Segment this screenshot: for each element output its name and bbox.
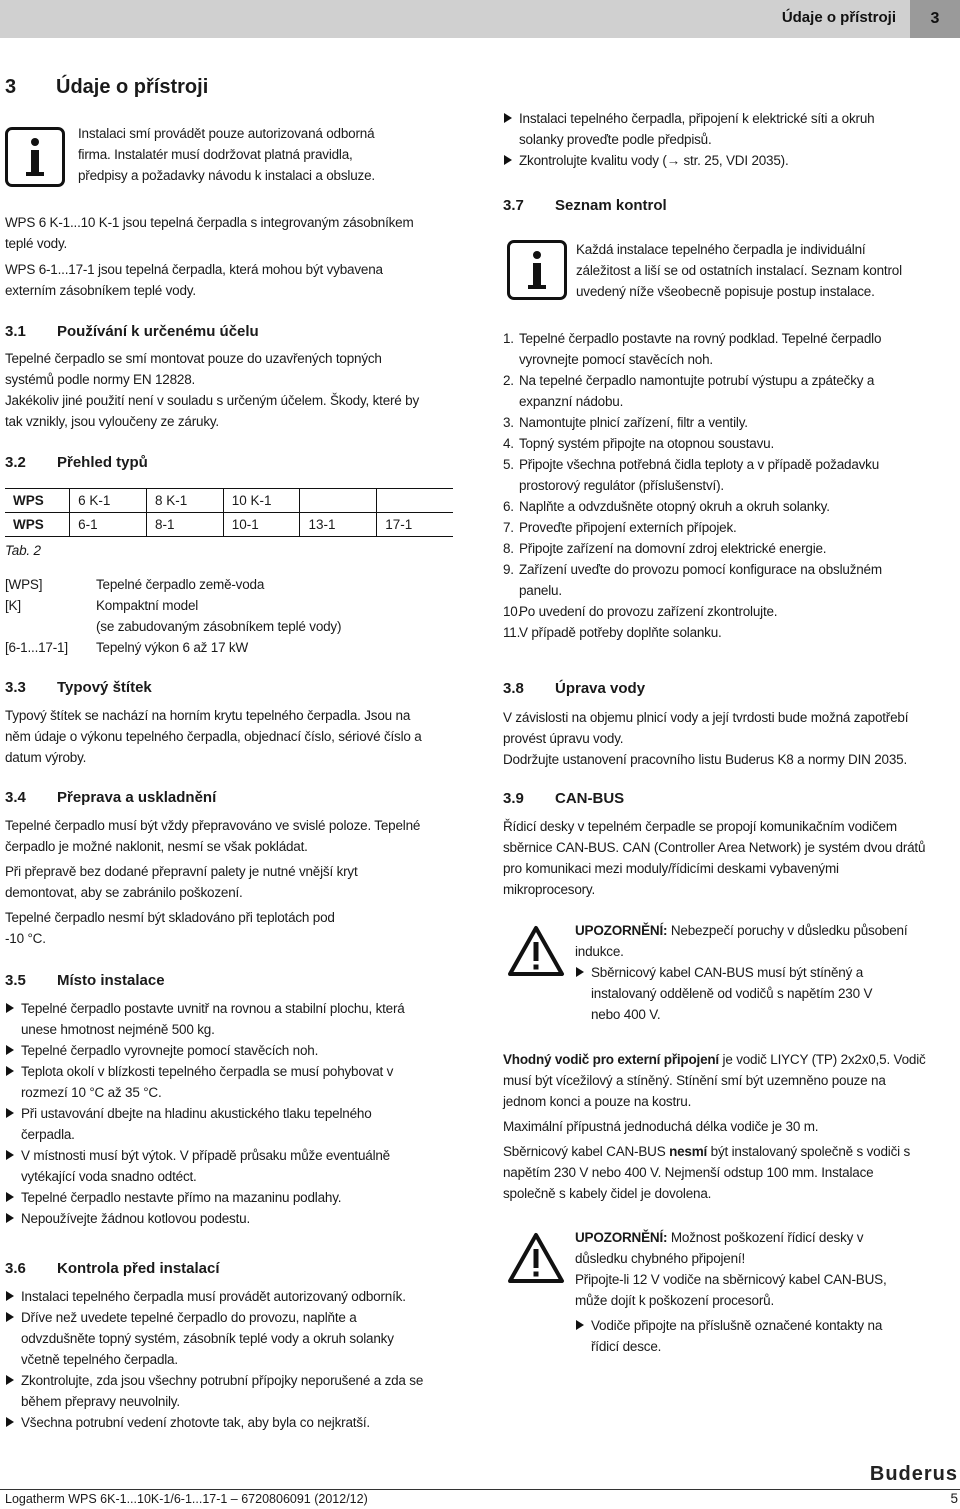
section-number: 3.7 bbox=[503, 197, 524, 214]
pre-installation-check-list bbox=[5, 1286, 475, 1433]
section-3-9-heading bbox=[503, 790, 625, 807]
list-item: 4. Topný systém připojte na otopnou soustavu. bbox=[503, 436, 775, 451]
list-item: V místnosti musí být výtok. V případě průsaku může eventuálně vytékající voda snadno odtéct. bbox=[5, 1145, 475, 1187]
section-title: Seznam kontrol bbox=[555, 197, 667, 214]
table-cell: WPS bbox=[5, 489, 70, 513]
section-3-heading bbox=[5, 76, 209, 99]
checklist-steps bbox=[503, 328, 958, 643]
buderus-logo: Buderus bbox=[869, 1463, 958, 1485]
list-item: Sběrnicový kabel CAN-BUS musí být stíněný a instalovaný odděleně od vodičů s napětím 230 V nebo 400 V. bbox=[575, 962, 960, 1025]
warning-icon bbox=[507, 925, 565, 977]
info-line: Instalaci smí provádět pouze autorizovaná odborná bbox=[78, 126, 375, 141]
text-line: Typový štítek se nachází na horním krytu tepelného čerpadla. Jsou na bbox=[5, 708, 411, 723]
page-header-bar bbox=[0, 0, 960, 38]
section-number: 3.9 bbox=[503, 790, 524, 807]
section-3-4-text bbox=[5, 815, 475, 949]
list-item: 11. V případě potřeby doplňte solanku. bbox=[503, 625, 722, 640]
section-title: Typový štítek bbox=[57, 679, 152, 696]
footer-document-id: Logatherm WPS 6K-1...10K-1/6-1...17-1 – 6720806091 (2012/12) bbox=[5, 1492, 368, 1506]
list-item: 5. Připojte všechna potřebná čidla teploty a v případě požadavku prostorový regulátor (příslušenství). bbox=[503, 457, 880, 493]
can-bus-cable-text: Vhodný vodič pro externí připojení je vodič LIYCY (TP) 2x2x0,5. Vodič musí být vícežilový a stíněný. Stínění smí být uzemněno pouze na jednom konci a pouze na kostru. Maximální přípustná jednoduchá délka vodiče je 30 m. Sběrnicový kabel CAN-BUS nesmí být instalovaný společně s vodiči s napětím 230 V nebo 400 V. Nejmenší odstup 100 mm. Instalace společně s kabely čidel je dovolena. bbox=[503, 1049, 958, 1204]
info-line: záležitost a liší se od ostatních instalací. Seznam kontrol bbox=[576, 263, 902, 278]
bold-text: nesmí bbox=[669, 1144, 708, 1159]
list-item: Dříve než uvedete tepelné čerpadlo do provozu, naplňte a odvzdušněte topný systém, zásobník teplé vody a okruh solanky včetně tepelného čerpadla. bbox=[5, 1307, 475, 1370]
text-line: Tepelné čerpadlo musí být vždy přepravováno ve svislé poloze. Tepelné bbox=[5, 818, 421, 833]
section-title: Přehled typů bbox=[57, 454, 148, 471]
section-number: 3.8 bbox=[503, 680, 524, 697]
table-cell: WPS bbox=[5, 513, 70, 537]
text-line: pro komunikaci mezi moduly/řídicími deskami vybavenými bbox=[503, 861, 839, 876]
section-number: 3.2 bbox=[5, 454, 26, 471]
text-line: Řídicí desky v tepelném čerpadle se propojí komunikačním vodičem bbox=[503, 819, 897, 834]
text-line: mikroprocesory. bbox=[503, 882, 596, 897]
legend-row bbox=[5, 637, 475, 658]
warning-text: Připojte-li 12 V vodiče na sběrnicový kabel CAN-BUS, bbox=[575, 1272, 887, 1287]
legend-row bbox=[5, 595, 475, 616]
text-line: sběrnice CAN-BUS. CAN (Controller Area Network) je systém dvou drátů bbox=[503, 840, 926, 855]
legend-key: [K] bbox=[5, 598, 21, 613]
warning-text: může dojít k poškození procesorů. bbox=[575, 1293, 775, 1308]
list-item: 7. Proveďte připojení externích přípojek. bbox=[503, 520, 737, 535]
section-3-3-heading bbox=[5, 679, 152, 696]
intro-line: teplé vody. bbox=[5, 236, 68, 251]
table-cell bbox=[377, 489, 453, 513]
header-chapter-number: 3 bbox=[910, 0, 960, 38]
section-number: 3 bbox=[5, 76, 17, 98]
list-item: Zkontrolujte, zda jsou všechny potrubní přípojky neporušené a zda se během přepravy neuvolnily. bbox=[5, 1370, 475, 1412]
table-row bbox=[5, 489, 453, 513]
section-number: 3.5 bbox=[5, 972, 26, 989]
section-3-1-text bbox=[5, 348, 475, 432]
text-line: něm údaje o výkonu tepelného čerpadla, objednací číslo, sériové číslo a bbox=[5, 729, 422, 744]
text-line: Maximální přípustná jednoduchá délka vodiče je 30 m. bbox=[503, 1119, 819, 1134]
list-item: 2. Na tepelné čerpadlo namontujte potrubí výstupu a zpátečky a expanzní nádobu. bbox=[503, 373, 875, 409]
legend-value: Tepelné čerpadlo země-voda bbox=[96, 577, 265, 592]
text-line: -10 °C. bbox=[5, 931, 46, 946]
warning-text: Nebezpečí poruchy v důsledku působení bbox=[667, 923, 908, 938]
warning-text: Možnost poškození řídicí desky v bbox=[667, 1230, 864, 1245]
table-cell: 10 K-1 bbox=[223, 489, 300, 513]
info-line: Každá instalace tepelného čerpadla je individuální bbox=[576, 242, 866, 257]
section-title: Místo instalace bbox=[57, 972, 165, 989]
list-item: Nepoužívejte žádnou kotlovou podestu. bbox=[5, 1208, 475, 1229]
text-line: Tepelné čerpadlo se smí montovat pouze do uzavřených topných bbox=[5, 351, 382, 366]
text-line: jednom konci a pouze na kostru. bbox=[503, 1094, 692, 1109]
text-line: napětím 230 V nebo 400 V. Nejmenší odstup 100 mm. Instalace bbox=[503, 1165, 874, 1180]
warning-text: indukce. bbox=[575, 944, 624, 959]
footer-divider bbox=[0, 1489, 960, 1490]
legend-value: Kompaktní model bbox=[96, 598, 199, 613]
text-line: čerpadlo je možné naklonit, nesmí se však pokládat. bbox=[5, 839, 308, 854]
legend-key: [WPS] bbox=[5, 577, 43, 592]
section-title: Přeprava a uskladnění bbox=[57, 789, 217, 806]
list-item: Při ustavování dbejte na hladinu akustického tlaku tepelného čerpadla. bbox=[5, 1103, 475, 1145]
section-number: 3.4 bbox=[5, 789, 26, 806]
section-3-6-heading bbox=[5, 1260, 220, 1277]
section-title: Úprava vody bbox=[555, 680, 646, 697]
text-line: systémů podle normy EN 12828. bbox=[5, 372, 196, 387]
intro-line: externím zásobníkem teplé vody. bbox=[5, 283, 196, 298]
legend-key: [6-1...17-1] bbox=[5, 640, 68, 655]
section-3-8-heading bbox=[503, 680, 646, 697]
list-item: 9. Zařízení uveďte do provozu pomocí konfigurace na obslužném panelu. bbox=[503, 562, 882, 598]
text-line: datum výroby. bbox=[5, 750, 87, 765]
legend-row bbox=[5, 574, 475, 595]
text-line: V závislosti na objemu plnicí vody a její tvrdosti bude možná zapotřebí bbox=[503, 710, 909, 725]
section-number: 3.6 bbox=[5, 1260, 26, 1277]
section-3-2-heading bbox=[5, 454, 148, 471]
table-cell: 17-1 bbox=[377, 513, 453, 537]
legend-value: (se zabudovaným zásobníkem teplé vody) bbox=[96, 619, 342, 634]
text-line: Jakékoliv jiné použití není v souladu s určeným účelem. Škody, které by bbox=[5, 393, 420, 408]
list-item: Všechna potrubní vedení zhotovte tak, aby byla co nejkratší. bbox=[5, 1412, 475, 1433]
list-item: Tepelné čerpadlo nestavte přímo na mazaninu podlahy. bbox=[5, 1187, 475, 1208]
section-3-3-text bbox=[5, 705, 475, 768]
list-item: Zkontrolujte kvalitu vody (→ str. 25, VDI 2035). bbox=[503, 150, 958, 171]
text-line: provést úpravu vody. bbox=[503, 731, 624, 746]
section-title: Používání k určenému účelu bbox=[57, 323, 259, 340]
list-item: Vodiče připojte na příslušně označené kontakty na řídicí desce. bbox=[575, 1315, 960, 1357]
warning-label: UPOZORNĚNÍ: bbox=[575, 1230, 668, 1245]
footer-page-number: 5 bbox=[950, 1491, 958, 1506]
section-3-4-heading bbox=[5, 789, 217, 806]
list-item: 3. Namontujte plnicí zařízení, filtr a ventily. bbox=[503, 415, 748, 430]
list-item: 6. Naplňte a odvzdušněte otopný okruh a okruh solanky. bbox=[503, 499, 830, 514]
list-item: 1. Tepelné čerpadlo postavte na rovný podklad. Tepelné čerpadlo vyrovnejte pomocí stavěcích noh. bbox=[503, 331, 882, 367]
info-line: uvedený níže všeobecně popisuje postup instalace. bbox=[576, 284, 875, 299]
text-line: demontovat, aby se zabránilo poškození. bbox=[5, 885, 243, 900]
info-icon bbox=[5, 127, 65, 187]
intro-text bbox=[5, 212, 475, 301]
section-3-7-heading bbox=[503, 197, 667, 214]
legend-value: Tepelný výkon 6 až 17 kW bbox=[96, 640, 249, 655]
table-caption: Tab. 2 bbox=[5, 543, 41, 558]
section-number: 3.3 bbox=[5, 679, 26, 696]
table-row bbox=[5, 513, 453, 537]
intro-line: WPS 6-1...17-1 jsou tepelná čerpadla, která mohou být vybavena bbox=[5, 262, 383, 277]
section-3-1-heading bbox=[5, 323, 259, 340]
section-title: CAN-BUS bbox=[555, 790, 625, 807]
bold-text: Vhodný vodič pro externí připojení bbox=[503, 1052, 719, 1067]
list-item: Instalaci tepelného čerpadla, připojení k elektrické síti a okruh solanky proveďte podle předpisů. bbox=[503, 108, 958, 150]
list-item: 8. Připojte zařízení na domovní zdroj elektrické energie. bbox=[503, 541, 827, 556]
table-cell: 13-1 bbox=[300, 513, 377, 537]
table-cell bbox=[300, 489, 377, 513]
type-legend bbox=[5, 574, 475, 658]
info-icon bbox=[507, 240, 567, 300]
text-line: Tepelné čerpadlo nesmí být skladováno při teplotách pod bbox=[5, 910, 335, 925]
warning-text: důsledku chybného připojení! bbox=[575, 1251, 746, 1266]
text-line: Při přepravě bez dodané přepravní palety je nutné vnější kryt bbox=[5, 864, 358, 879]
table-cell: 10-1 bbox=[223, 513, 300, 537]
warning-label: UPOZORNĚNÍ: bbox=[575, 923, 668, 938]
info-note bbox=[507, 240, 957, 304]
section-number: 3.1 bbox=[5, 323, 26, 340]
section-3-5-heading bbox=[5, 972, 165, 989]
info-line: firma. Instalatér musí dodržovat platná pravidla, bbox=[78, 147, 353, 162]
text-line: Dodržujte ustanovení pracovního listu Buderus K8 a normy DIN 2035. bbox=[503, 752, 908, 767]
installation-location-list bbox=[5, 998, 475, 1229]
section-3-9-text bbox=[503, 816, 958, 900]
section-3-8-text bbox=[503, 707, 958, 770]
section-title: Kontrola před instalací bbox=[57, 1260, 220, 1277]
table-cell: 8 K-1 bbox=[146, 489, 223, 513]
legend-row bbox=[5, 616, 475, 637]
text-line: společně s kabely čidel je dovolena. bbox=[503, 1186, 712, 1201]
intro-line: WPS 6 K-1...10 K-1 jsou tepelná čerpadla s integrovaným zásobníkem bbox=[5, 215, 414, 230]
info-line: předpisy a požadavky návodu k instalaci a obsluze. bbox=[78, 168, 375, 183]
table-cell: 6-1 bbox=[70, 513, 147, 537]
text-line: tak vznikly, jsou vyloučeny ze záruky. bbox=[5, 414, 219, 429]
warning-icon bbox=[507, 1232, 565, 1284]
list-item: 10. Po uvedení do provozu zařízení zkontrolujte. bbox=[503, 604, 778, 619]
section-title: Údaje o přístroji bbox=[56, 76, 209, 98]
table-cell: 8-1 bbox=[146, 513, 223, 537]
list-item: Instalaci tepelného čerpadla musí provádět autorizovaný odborník. bbox=[5, 1286, 475, 1307]
type-table bbox=[5, 488, 453, 537]
text-line: musí být vícežilový a stíněný. Stínění smí být uzemněno pouze na bbox=[503, 1073, 886, 1088]
list-item: Tepelné čerpadlo vyrovnejte pomocí stavěcích noh. bbox=[5, 1040, 475, 1061]
right-top-list bbox=[503, 108, 958, 171]
table-cell: 6 K-1 bbox=[70, 489, 147, 513]
list-item: Tepelné čerpadlo postavte uvnitř na rovnou a stabilní plochu, která unese hmotnost nejméně 500 kg. bbox=[5, 998, 475, 1040]
header-title: Údaje o přístroji bbox=[781, 9, 896, 26]
info-note bbox=[5, 127, 455, 191]
list-item: Teplota okolí v blízkosti tepelného čerpadla se musí pohybovat v rozmezí 10 °C až 35 °C. bbox=[5, 1061, 475, 1103]
